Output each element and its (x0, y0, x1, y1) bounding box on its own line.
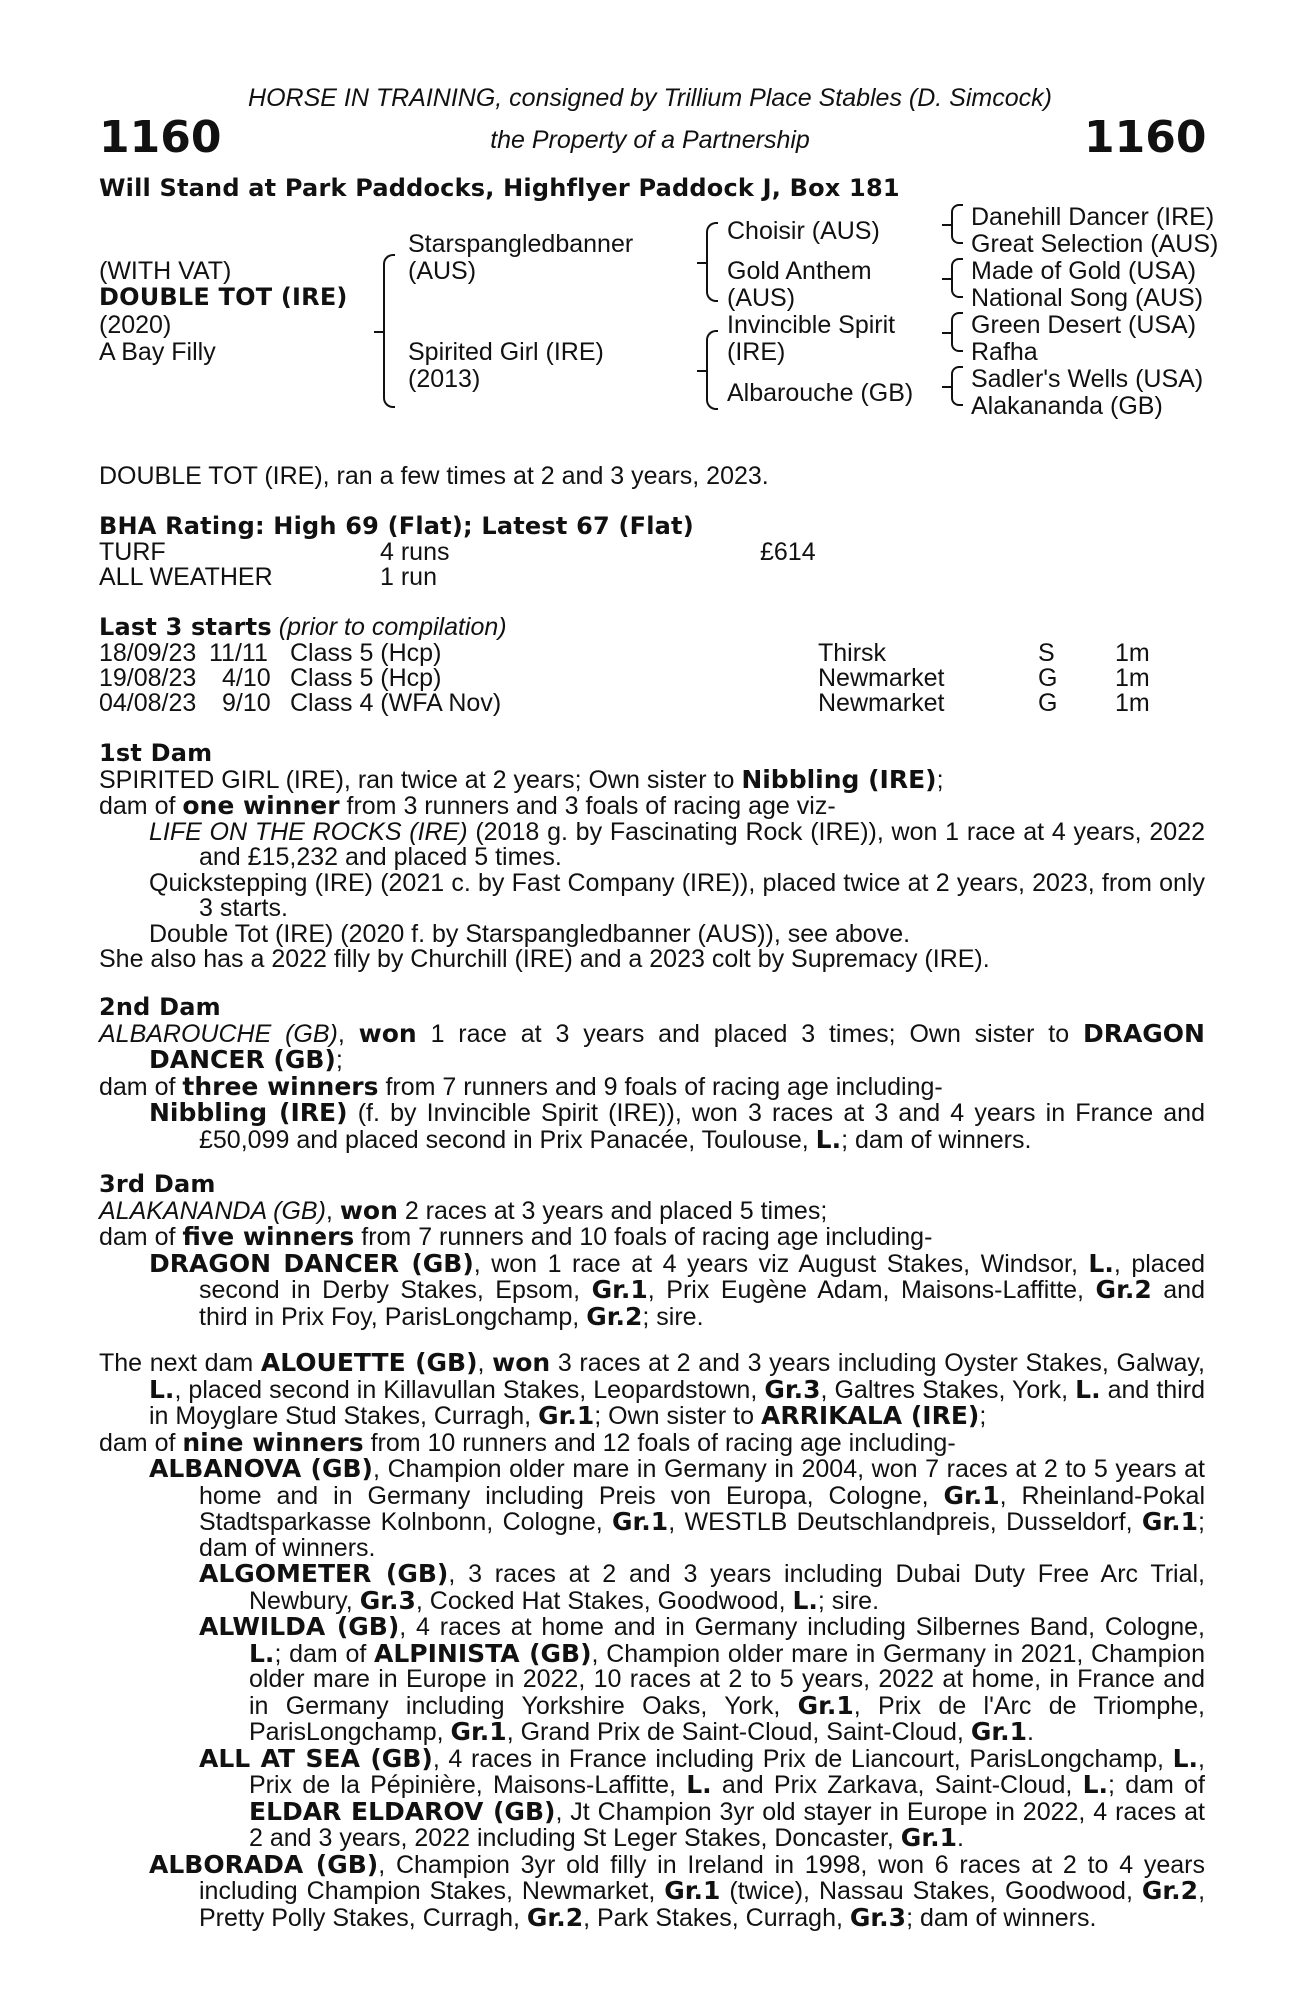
text: 3 races at 2 and 3 years including Oyster Stakes, Galway, (550, 1349, 1205, 1377)
brace-main (383, 254, 395, 408)
text: ; sire. (817, 1586, 880, 1615)
text: , Galtres Stakes, York, (820, 1375, 1076, 1404)
text: , (477, 1349, 493, 1377)
grade: Gr.3 (359, 1585, 416, 1615)
text: Double Tot (IRE) (2020 f. by Starspangledbanner (AUS)), see above. (149, 919, 911, 948)
text: The next dam (99, 1349, 261, 1377)
text: , WESTLB Deutschlandpreis, Dusseldorf, (668, 1508, 1142, 1536)
text: , Grand Prix de Saint-Cloud, Saint-Cloud, (506, 1718, 971, 1746)
text: . (1027, 1718, 1034, 1746)
third-dam-line-2 (99, 1224, 1205, 1251)
second-dam-section (99, 995, 1205, 1153)
grade: Gr.3 (849, 1902, 907, 1932)
grade: L. (149, 1374, 175, 1404)
grade: L. (792, 1585, 818, 1615)
text: ; (979, 1402, 987, 1430)
property-line: the Property of a Partnership (490, 126, 810, 154)
text: and Prix Zarkava, Saint-Cloud, (711, 1771, 1083, 1799)
text: , Pretty Polly Stakes, Curragh, (199, 1877, 1206, 1932)
horse-ref: ALGOMETER (GB) (199, 1559, 449, 1588)
start-1-course: Thirsk (818, 639, 887, 667)
text: from 7 runners and 9 foals of racing age including- (378, 1072, 943, 1101)
text: ; Own sister to (594, 1402, 761, 1430)
emphasis: won (358, 1018, 417, 1048)
text: and third in Moyglare Stud Stakes, Curragh, (149, 1375, 1205, 1430)
grade: Gr.1 (450, 1717, 507, 1746)
start-3-pos: 9/10 (222, 689, 271, 717)
start-2-course: Newmarket (818, 664, 945, 692)
sire-name: Starspangledbanner (408, 230, 634, 258)
rating-row-aw-runs: 1 run (380, 563, 437, 591)
text: , 3 races at 2 and 3 years including Dubai Duty Free Arc Trial, Newbury, (249, 1560, 1205, 1615)
brace-g2 (951, 258, 963, 298)
next-dam-line-1 (99, 1350, 1205, 1430)
text: , Prix Eugène Adam, Maisons-Laffitte, (647, 1276, 1096, 1304)
emphasis: nine winners (182, 1427, 364, 1457)
text: ; (335, 1046, 343, 1074)
start-1-pos: 11/11 (209, 639, 268, 667)
text: , placed second in Derby Stakes, Epsom, (199, 1249, 1206, 1304)
text: dam of (99, 1428, 183, 1457)
grade: L. (1172, 1743, 1199, 1773)
start-1-class: Class 5 (Hcp) (290, 639, 442, 667)
horse-ref: ALL AT SEA (GB) (199, 1743, 433, 1773)
text: ; sire. (642, 1302, 704, 1331)
text: , Champion 3yr old filly in Ireland in 1998, won 6 races at 2 to 4 years including Champion Stakes, Newmarket, (199, 1850, 1205, 1905)
dam-sire-name: Invincible Spirit (727, 311, 896, 339)
second-dam-line-2 (99, 1071, 1205, 1101)
start-2-going: G (1038, 664, 1058, 692)
start-3-dist: 1m (1115, 689, 1150, 717)
emphasis: won (339, 1195, 398, 1225)
third-dam-line-1 (99, 1195, 1205, 1225)
start-3-class: Class 4 (WFA Nov) (290, 689, 502, 717)
horse-name: DOUBLE TOT (IRE) (99, 283, 348, 311)
text: , (337, 1019, 359, 1048)
start-1-dist: 1m (1115, 639, 1150, 667)
first-dam-title: 1st Dam (99, 739, 213, 767)
text: ; dam of winners. (841, 1125, 1032, 1154)
gg-1: Danehill Dancer (IRE) (971, 203, 1215, 231)
horse-ref: ALBORADA (GB) (149, 1849, 379, 1879)
text: , Park Stakes, Curragh, (583, 1903, 850, 1932)
horse-ref: ALOUETTE (GB) (260, 1348, 478, 1377)
text: , Prix de l'Arc de Triomphe, ParisLongchamp, (249, 1691, 1205, 1746)
text: ; dam of (274, 1639, 375, 1668)
horse-description: A Bay Filly (99, 338, 216, 366)
dam-year: (2013) (408, 365, 481, 393)
text: SPIRITED GIRL (IRE), ran twice at 2 years; Own sister to (99, 765, 742, 794)
horse-ref: LIFE ON THE ROCKS (IRE) (149, 817, 468, 846)
start-3-date: 04/08/23 (99, 689, 197, 717)
start-2-date: 19/08/23 (99, 664, 197, 692)
grade: Gr.2 (586, 1301, 643, 1331)
horse-ref: ARRIKALA (IRE) (760, 1401, 980, 1430)
first-dam-line-2 (99, 793, 1205, 820)
horse-ref: DRAGON DANCER (GB) (149, 1248, 474, 1278)
grade: Gr.1 (591, 1275, 648, 1304)
rating-row-aw-surface: ALL WEATHER (99, 563, 273, 591)
next-dam-entry-alwilda (99, 1614, 1205, 1746)
grade: L. (1082, 1770, 1109, 1799)
text: from 7 runners and 10 foals of racing age including- (354, 1223, 933, 1251)
horse-ref: ALWILDA (GB) (199, 1612, 400, 1641)
horse-vat: (WITH VAT) (99, 257, 232, 285)
horse-ref: Nibbling (IRE) (741, 764, 937, 794)
first-dam-line-1 (99, 764, 1205, 794)
horse-ref: ALPINISTA (GB) (374, 1638, 592, 1668)
grade: Gr.1 (664, 1876, 721, 1905)
rating-row-turf-surface: TURF (99, 538, 166, 566)
grade: Gr.1 (943, 1480, 1000, 1510)
lot-number-right: 1160 (1084, 112, 1207, 163)
text: (2018 g. by Fascinating Rock (IRE)), won 1 race at 4 years, 2022 and £15,232 and placed 5 times. (199, 817, 1205, 871)
third-dam-entry-1 (99, 1248, 1206, 1331)
first-dam-entry-2 (99, 868, 1205, 922)
dam-name: Spirited Girl (IRE) (408, 338, 604, 366)
text: ; dam of winners. (199, 1508, 1205, 1562)
grade: Gr.1 (612, 1507, 669, 1536)
sire-country: (AUS) (408, 257, 477, 285)
horse-ref: Nibbling (IRE) (149, 1098, 348, 1127)
text: ; (936, 765, 944, 794)
second-dam-title: 2nd Dam (99, 993, 221, 1021)
text: from 10 runners and 12 foals of racing age including- (363, 1428, 956, 1457)
emphasis: three winners (182, 1071, 379, 1101)
horse-ref: ALBAROUCHE (GB) (99, 1019, 338, 1048)
lot-number-left: 1160 (99, 112, 222, 163)
next-dam-entry-alborada (99, 1849, 1206, 1932)
text: , Champion older mare in Germany in 2021, Champion older mare in Europe in 2022, 10 races at 2 to 5 years, 2022 at home, in France and in Germany including Yorkshire Oaks, York, (249, 1639, 1205, 1720)
last-starts-note: (prior to compilation) (278, 613, 507, 641)
text: , won 1 race at 4 years viz August Stakes, Windsor, (473, 1249, 1089, 1278)
grade: L. (815, 1124, 842, 1154)
text: , 4 races at home and in Germany including Silbernes Band, Cologne, (399, 1613, 1205, 1641)
gg-7: Sadler's Wells (USA) (971, 365, 1204, 393)
first-dam-entry-1 (99, 817, 1205, 871)
brace-g1 (951, 204, 963, 244)
grade: Gr.1 (970, 1717, 1028, 1746)
sire-sire: Choisir (AUS) (727, 217, 880, 245)
start-3-going: G (1038, 689, 1058, 717)
brace-g4 (951, 366, 963, 406)
text: , Jt Champion 3yr old stayer in Europe in 2022, 4 races at 2 and 3 years, 2022 including St Leger Stakes, Doncaster, (249, 1797, 1205, 1852)
grade: Gr.2 (1095, 1275, 1152, 1304)
next-dam-line-2 (99, 1427, 1205, 1457)
grade: Gr.1 (1141, 1507, 1199, 1536)
dam-dam: Albarouche (GB) (727, 379, 914, 407)
text: ; dam of winners. (906, 1903, 1097, 1932)
text: from 3 runners and 3 foals of racing age viz- (339, 792, 836, 820)
start-1-going: S (1038, 639, 1055, 667)
race-summary: DOUBLE TOT (IRE), ran a few times at 2 and 3 years, 2023. (99, 462, 769, 490)
start-2-class: Class 5 (Hcp) (290, 664, 442, 692)
start-2-dist: 1m (1115, 664, 1150, 692)
horse-year: (2020) (99, 311, 172, 339)
grade: L. (686, 1770, 712, 1799)
sire-dam-country: (AUS) (727, 284, 796, 312)
gg-6: Rafha (971, 338, 1038, 366)
horse-ref: ALBANOVA (GB) (149, 1454, 373, 1483)
grade: Gr.2 (1141, 1876, 1199, 1905)
text: , 4 races in France including Prix de Liancourt, ParisLongchamp, (432, 1744, 1173, 1773)
text: , Prix de la Pépinière, Maisons-Laffitte, (249, 1744, 1205, 1799)
text: ; dam of (1108, 1771, 1205, 1799)
brace-sire (706, 222, 718, 302)
sire-dam-name: Gold Anthem (727, 257, 872, 285)
text: (f. by Invincible Spirit (IRE)), won 3 races at 3 and 4 years in France and £50,099 and placed second in Prix Panacée, Toulouse, (199, 1099, 1205, 1154)
grade: Gr.1 (538, 1401, 595, 1430)
text: dam of (99, 1072, 183, 1101)
brace-dam (706, 330, 718, 410)
first-dam-entry-3 (99, 919, 1205, 948)
grade: L. (249, 1638, 275, 1668)
last-starts-title: Last 3 starts (99, 613, 272, 641)
text: , Rheinland-Pokal Stadtsparkasse Kolnbonn, Cologne, (199, 1481, 1205, 1536)
gg-5: Green Desert (USA) (971, 311, 1197, 339)
grade: L. (1075, 1374, 1101, 1404)
text: Quickstepping (IRE) (2021 c. by Fast Company (IRE)), placed twice at 2 years, 2023, from only 3 starts. (149, 868, 1205, 922)
gg-3: Made of Gold (USA) (971, 257, 1197, 285)
grade: Gr.1 (900, 1823, 957, 1852)
start-2-pos: 4/10 (222, 664, 271, 692)
emphasis: won (492, 1348, 551, 1377)
first-dam-section (99, 741, 1205, 973)
third-dam-section (99, 1172, 1205, 1330)
text: , placed second in Killavullan Stakes, Leopardstown, (174, 1375, 765, 1404)
text: 2 races at 3 years and placed 5 times; (397, 1196, 828, 1225)
second-dam-line-1 (99, 1018, 1205, 1074)
text: dam of (99, 1223, 183, 1251)
grade: L. (1088, 1248, 1114, 1278)
next-dam-entry-albanova (99, 1456, 1205, 1561)
start-3-course: Newmarket (818, 689, 945, 717)
third-dam-title: 3rd Dam (99, 1170, 216, 1198)
text: , Champion older mare in Germany in 2004, won 7 races at 2 to 5 years at home and in Germany including Preis von Europa, Cologne, (199, 1455, 1205, 1510)
horse-ref: ALAKANANDA (GB) (99, 1196, 326, 1225)
rating-row-turf-runs: 4 runs (380, 538, 450, 566)
start-1-date: 18/09/23 (99, 639, 197, 667)
text: dam of (99, 792, 183, 820)
bha-rating: BHA Rating: High 69 (Flat); Latest 67 (Flat) (99, 512, 694, 540)
brace-g3 (951, 312, 963, 352)
gg-2: Great Selection (AUS) (971, 230, 1219, 258)
text: , Cocked Hat Stakes, Goodwood, (415, 1586, 793, 1615)
last-starts-heading (99, 615, 507, 641)
next-dam-entry-algometer (99, 1561, 1205, 1614)
gg-8: Alakananda (GB) (971, 392, 1163, 420)
grade: Gr.1 (797, 1690, 854, 1720)
horse-ref: ELDAR ELDAROV (GB) (249, 1796, 556, 1826)
rating-row-turf-prize: £614 (760, 538, 816, 566)
text: . (956, 1824, 964, 1852)
grade: Gr.2 (526, 1902, 584, 1932)
text: 1 race at 3 years and placed 3 times; Own sister to (416, 1019, 1083, 1048)
horse-ref: DRAGON DANCER (GB) (149, 1018, 1205, 1074)
text: , (325, 1196, 340, 1225)
gg-4: National Song (AUS) (971, 284, 1204, 312)
stand-location: Will Stand at Park Paddocks, Highflyer Paddock J, Box 181 (99, 174, 900, 202)
next-dam-entry-all-at-sea (99, 1743, 1205, 1852)
second-dam-entry-1 (99, 1100, 1205, 1153)
grade: Gr.3 (764, 1374, 821, 1404)
consignor-line: HORSE IN TRAINING, consigned by Trillium Place Stables (D. Simcock) (248, 84, 1052, 112)
emphasis: one winner (182, 791, 340, 820)
text: and third in Prix Foy, ParisLongchamp, (199, 1276, 1205, 1331)
dam-sire-country: (IRE) (727, 338, 786, 366)
text: (twice), Nassau Stakes, Goodwood, (720, 1877, 1142, 1905)
next-dam-section (99, 1350, 1205, 1931)
emphasis: five winners (182, 1222, 355, 1251)
first-dam-entry-4: She also has a 2022 filly by Churchill (IRE) and a 2023 colt by Supremacy (IRE). (99, 945, 990, 973)
